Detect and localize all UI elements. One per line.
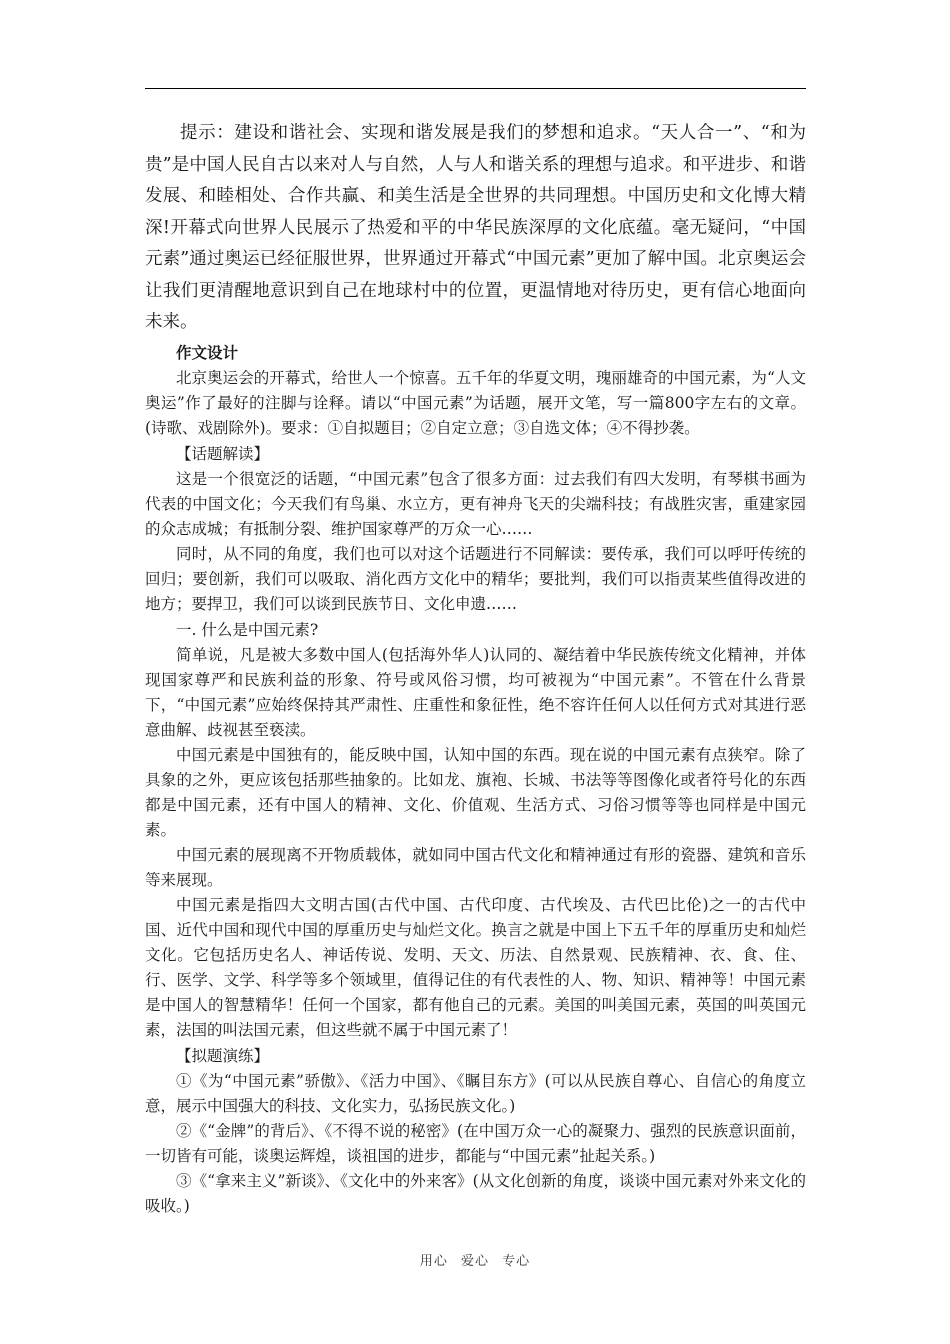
design-paragraph: 北京奥运会的开幕式，给世人一个惊喜。五千年的华夏文明，瑰丽雄奇的中国元素，为“人文奥运”作了最好的注脚与诠释。请以“中国元素”为话题，展开文笔，写一篇800字左右的文章。(诗歌、戏剧除外)。要求：①自拟题目；②自定立意；③自选文体；④不得抄袭。 (145, 368, 806, 437)
definition-paragraph-1: 简单说，凡是被大多数中国人(包括海外华人)认同的、凝结着中华民族传统文化精神，并体现国家尊严和民族利益的形象、符号或风俗习惯，均可被视为“中国元素”。不管在什么背景下，“中国元素”应始终保持其严肃性、庄重性和象征性，绝不容许任何人以任何方式对其进行恶意曲解、歧视甚至亵渎。 (145, 645, 806, 739)
topic-paragraph-2: 同时，从不同的角度，我们也可以对这个话题进行不同解读：要传承，我们可以呼吁传统的回归；要创新，我们可以吸取、消化西方文化中的精华；要批判，我们可以指责某些值得改进的地方；要捍卫，我们可以谈到民族节日、文化申遗…… (145, 544, 806, 613)
practice-item-2: ②《“金牌”的背后》、《不得不说的秘密》(在中国万众一心的凝聚力、强烈的民族意识面前，一切皆有可能，谈奥运辉煌，谈祖国的进步，都能与“中国元素”扯起关系。) (145, 1121, 806, 1165)
topic-heading: 【话题解读】 (176, 444, 270, 463)
document-body (145, 118, 806, 1219)
intro-paragraph: 提示：建设和谐社会、实现和谐发展是我们的梦想和追求。“天人合一”、“和为贵”是中国人民自古以来对人与自然，人与人和谐关系的理想与追求。和平进步、和谐发展、和睦相处、合作共赢、和美生活是全世界的共同理想。中国历史和文化博大精深!开幕式向世界人民展示了热爱和平的中华民族深厚的文化底蕴。毫无疑问，“中国元素”通过奥运已经征服世界，世界通过开幕式“中国元素”更加了解中国。北京奥运会让我们更清醒地意识到自己在地球村中的位置，更温情地对待历史，更有信心地面向未来。 (145, 123, 806, 332)
page-footer: 用心 爱心 专心 (419, 1254, 531, 1269)
definition-paragraph-4: 中国元素是指四大文明古国(古代中国、古代印度、古代埃及、古代巴比伦)之一的古代中国、近代中国和现代中国的厚重历史与灿烂文化。换言之就是中国上下五千年的厚重历史和灿烂文化。它包括历史名人、神话传说、发明、天文、历法、自然景观、民族精神、衣、食、住、行、医学、文学、科学等多个领域里，值得记住的有代表性的人、物、知识、精神等！中国元素是中国人的智慧精华！任何一个国家，都有他自己的元素。美国的叫美国元素，英国的叫英国元素，法国的叫法国元素，但这些就不属于中国元素了！ (145, 895, 806, 1039)
topic-paragraph-1: 这是一个很宽泛的话题，“中国元素”包含了很多方面：过去我们有四大发明，有琴棋书画为代表的中国文化；今天我们有鸟巢、水立方，更有神舟飞天的尖端科技；有战胜灾害，重建家园的众志成城；有抵制分裂、维护国家尊严的万众一心…… (145, 469, 806, 538)
practice-heading: 【拟题演练】 (176, 1046, 270, 1065)
definition-paragraph-3: 中国元素的展现离不开物质载体，就如同中国古代文化和精神通过有形的瓷器、建筑和音乐等来展现。 (145, 845, 806, 889)
design-heading: 作文设计 (176, 342, 239, 362)
practice-item-1: ①《为“中国元素”骄傲》、《活力中国》、《瞩目东方》(可以从民族自尊心、自信心的角度立意，展示中国强大的科技、文化实力，弘扬民族文化。) (145, 1071, 806, 1115)
header-rule (145, 88, 806, 89)
definition-paragraph-2: 中国元素是中国独有的，能反映中国，认知中国的东西。现在说的中国元素有点狭窄。除了具象的之外，更应该包括那些抽象的。比如龙、旗袍、长城、书法等等图像化或者符号化的东西都是中国元素，还有中国人的精神、文化、价值观、生活方式、习俗习惯等等也同样是中国元素。 (145, 745, 806, 839)
question-heading: 一. 什么是中国元素? (176, 620, 319, 639)
practice-item-3: ③《“拿来主义”新谈》、《文化中的外来客》(从文化创新的角度，谈谈中国元素对外来文化的吸收。) (145, 1171, 806, 1215)
